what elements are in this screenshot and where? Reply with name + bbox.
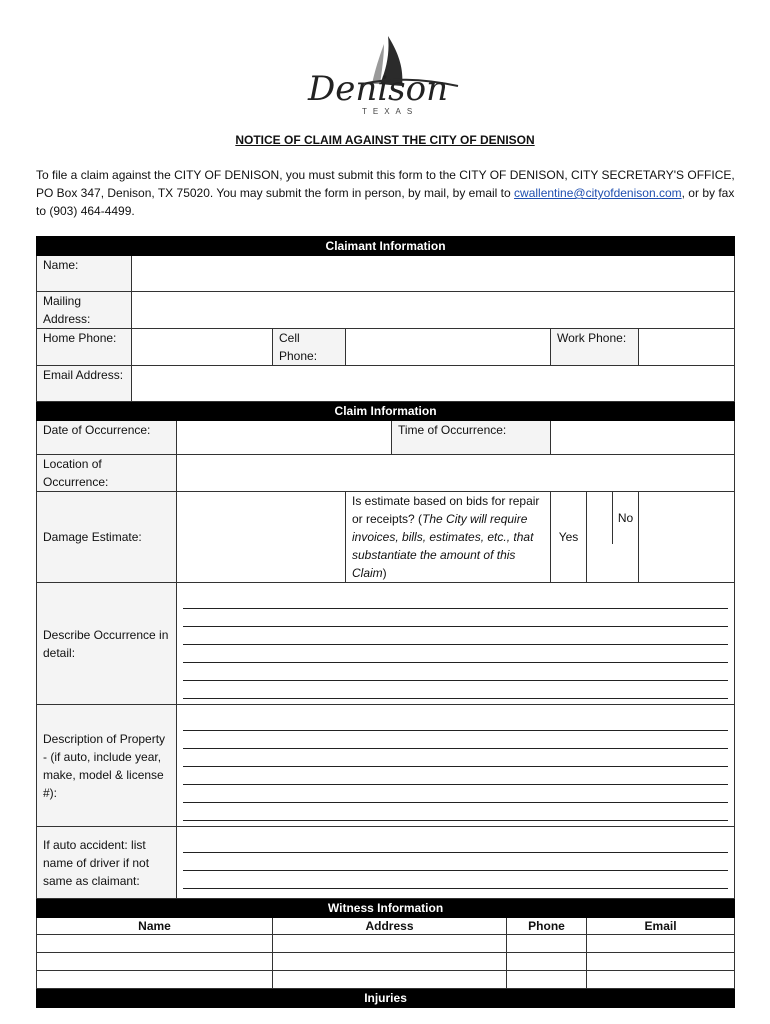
witness-email-cell[interactable] [587, 953, 735, 971]
date-of-occurrence-label: Date of Occurrence: [37, 421, 177, 455]
witness-col-address: Address [273, 918, 507, 935]
witness-col-email: Email [587, 918, 735, 935]
injuries-header: Injuries [37, 989, 735, 1008]
location-field[interactable] [177, 455, 735, 492]
claim-header: Claim Information [37, 402, 735, 421]
home-phone-field[interactable] [132, 329, 273, 366]
witness-phone-cell[interactable] [507, 971, 587, 989]
witness-row [37, 971, 735, 989]
witness-address-cell[interactable] [273, 971, 507, 989]
witness-address-cell[interactable] [273, 953, 507, 971]
witness-phone-cell[interactable] [507, 953, 587, 971]
cell-phone-label: Cell Phone: [273, 329, 346, 366]
damage-estimate-label: Damage Estimate: [37, 492, 177, 583]
property-description-lines[interactable] [177, 705, 735, 827]
logo-subtitle: TEXAS [362, 107, 419, 116]
logo-wordmark: Denison [308, 69, 448, 109]
witness-name-cell[interactable] [37, 935, 273, 953]
witness-col-name: Name [37, 918, 273, 935]
estimate-question: Is estimate based on bids for repair or receipts? (The City will require invoices, bills, estimates, etc., that substantiate the amount of this Claim) [346, 492, 551, 583]
name-label: Name: [37, 256, 132, 292]
claimant-header: Claimant Information [37, 237, 735, 256]
time-of-occurrence-field[interactable] [551, 421, 735, 455]
date-of-occurrence-field[interactable] [177, 421, 392, 455]
denison-logo [300, 34, 470, 119]
email-address-field[interactable] [132, 366, 735, 402]
witness-row [37, 953, 735, 971]
email-address-label: Email Address: [37, 366, 132, 402]
work-phone-label: Work Phone: [551, 329, 639, 366]
location-label: Location of Occurrence: [37, 455, 177, 492]
witness-phone-cell[interactable] [507, 935, 587, 953]
work-phone-field[interactable] [639, 329, 735, 366]
describe-occurrence-lines[interactable] [177, 583, 735, 705]
witness-row [37, 935, 735, 953]
time-of-occurrence-label: Time of Occurrence: [392, 421, 551, 455]
witness-header: Witness Information [37, 899, 735, 918]
claim-form [36, 236, 735, 1008]
driver-lines[interactable] [177, 827, 735, 899]
witness-address-cell[interactable] [273, 935, 507, 953]
witness-email-cell[interactable] [587, 935, 735, 953]
name-field[interactable] [132, 256, 735, 292]
form-title: NOTICE OF CLAIM AGAINST THE CITY OF DENISON [235, 133, 535, 147]
no-checkbox[interactable] [639, 492, 735, 583]
driver-label: If auto accident: list name of driver if not same as claimant: [37, 827, 177, 899]
email-link[interactable]: cwallentine@cityofdenison.com [514, 186, 682, 200]
mailing-address-label: Mailing Address: [37, 292, 132, 329]
damage-estimate-field[interactable] [177, 492, 346, 583]
describe-occurrence-label: Describe Occurrence in detail: [37, 583, 177, 705]
witness-email-cell[interactable] [587, 971, 735, 989]
cell-phone-field[interactable] [346, 329, 551, 366]
home-phone-label: Home Phone: [37, 329, 132, 366]
witness-name-cell[interactable] [37, 953, 273, 971]
yes-checkbox[interactable] [587, 492, 639, 583]
intro-paragraph: To file a claim against the CITY OF DENISON, you must submit this form to the CITY OF DENISON, CITY SECRETARY'S OFFICE, PO Box 347, Denison, TX 75020. You may submit the form in person, by mail, by email to cwallentine@cityofdenison.com, or by fax to (903) 464-4499. [36, 168, 735, 218]
witness-name-cell[interactable] [37, 971, 273, 989]
no-label: No [617, 511, 634, 525]
witness-col-phone: Phone [507, 918, 587, 935]
property-description-label: Description of Property - (if auto, include year, make, model & license #): [37, 705, 177, 827]
yes-label: Yes [551, 492, 587, 583]
mailing-address-field[interactable] [132, 292, 735, 329]
